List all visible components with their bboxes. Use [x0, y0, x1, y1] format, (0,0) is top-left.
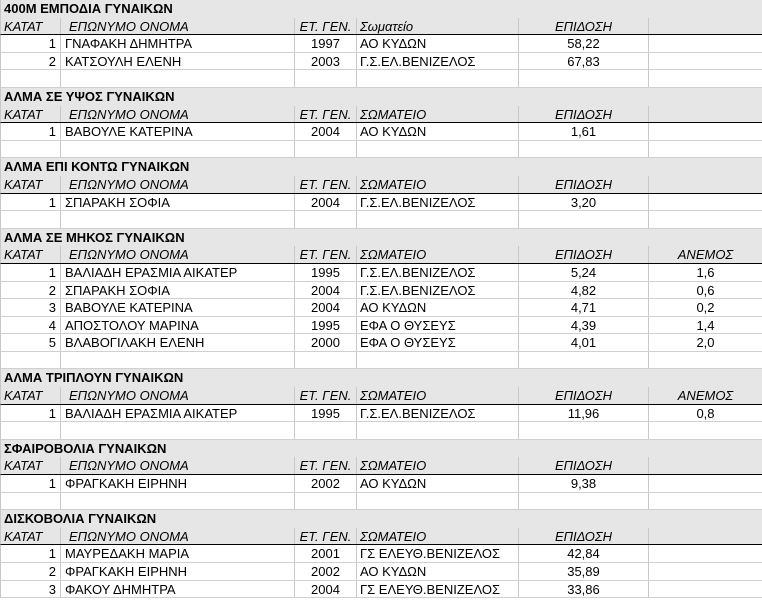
cell-birth-year[interactable]: 2000	[295, 334, 357, 351]
cell-club[interactable]: ΓΣ ΕΛΕΥΘ.ΒΕΝΙΖΕΛΟΣ	[357, 545, 519, 562]
column-header-rank[interactable]: ΚΑΤΑΤ	[1, 528, 61, 545]
cell-rank[interactable]: 3	[1, 299, 61, 316]
column-header-performance[interactable]: ΕΠΙΔΟΣΗ	[519, 106, 649, 123]
cell-club[interactable]: ΕΦΑ Ο ΘΥΣΕΥΣ	[357, 317, 519, 334]
cell-club[interactable]: ΓΣ ΕΛΕΥΘ.ΒΕΝΙΖΕΛΟΣ	[357, 581, 519, 598]
cell-performance[interactable]: 35,89	[519, 563, 649, 580]
empty-cell[interactable]	[519, 422, 649, 439]
empty-cell[interactable]	[357, 211, 519, 228]
cell-birth-year[interactable]: 1995	[295, 317, 357, 334]
cell-birth-year[interactable]: 2004	[295, 282, 357, 299]
column-header-birth-year[interactable]: ΕΤ. ΓΕΝ.	[295, 528, 357, 545]
cell-birth-year[interactable]: 2004	[295, 581, 357, 598]
empty-cell[interactable]	[357, 352, 519, 369]
column-header-name[interactable]: ΕΠΩΝΥΜΟ ΟΝΟΜΑ	[61, 457, 295, 474]
cell-performance[interactable]: 42,84	[519, 545, 649, 562]
column-header-performance[interactable]: ΕΠΙΔΟΣΗ	[519, 387, 649, 404]
cell-name[interactable]: ΦΡΑΓΚΑΚΗ ΕΙΡΗΝΗ	[61, 563, 295, 580]
column-header-rank[interactable]: ΚΑΤΑΤ	[1, 18, 61, 35]
empty-cell[interactable]	[295, 493, 357, 510]
column-header-wind[interactable]: ΑΝΕΜΟΣ	[649, 387, 762, 404]
column-header-wind[interactable]	[649, 106, 762, 123]
event-title-row	[0, 440, 762, 458]
table-row	[0, 317, 762, 335]
column-header-performance[interactable]: ΕΠΙΔΟΣΗ	[519, 457, 649, 474]
cell-name[interactable]: ΚΑΤΣΟΥΛΗ ΕΛΕΝΗ	[61, 53, 295, 70]
empty-row	[0, 422, 762, 440]
cell-rank[interactable]: 1	[1, 475, 61, 492]
cell-wind[interactable]	[649, 475, 762, 492]
cell-wind[interactable]: 0,8	[649, 405, 762, 422]
table-header-row	[0, 106, 762, 124]
empty-row	[0, 211, 762, 229]
empty-cell[interactable]	[649, 422, 762, 439]
column-header-name[interactable]: ΕΠΩΝΥΜΟ ΟΝΟΜΑ	[61, 18, 295, 35]
table-row	[0, 35, 762, 53]
cell-rank[interactable]: 1	[1, 405, 61, 422]
table-row	[0, 545, 762, 563]
event-section	[0, 440, 762, 510]
event-title-row	[0, 88, 762, 106]
empty-row	[0, 493, 762, 511]
empty-cell[interactable]	[649, 493, 762, 510]
cell-name[interactable]: ΜΑΥΡΕΔΑΚΗ ΜΑΡΙΑ	[61, 545, 295, 562]
cell-wind[interactable]	[649, 581, 762, 598]
cell-birth-year[interactable]: 2004	[295, 123, 357, 140]
table-row	[0, 264, 762, 282]
cell-birth-year[interactable]: 2001	[295, 545, 357, 562]
cell-rank[interactable]: 5	[1, 334, 61, 351]
cell-rank[interactable]: 2	[1, 563, 61, 580]
column-header-name[interactable]: ΕΠΩΝΥΜΟ ΟΝΟΜΑ	[61, 528, 295, 545]
table-header-row	[0, 246, 762, 264]
event-title[interactable]: 400Μ ΕΜΠΟΔΙΑ ΓΥΝΑΙΚΩΝ	[4, 1, 173, 16]
column-header-club[interactable]: ΣΩΜΑΤΕΙΟ	[357, 176, 519, 193]
empty-cell[interactable]	[295, 352, 357, 369]
empty-cell[interactable]	[61, 493, 295, 510]
cell-name[interactable]: ΒΑΛΙΑΔΗ ΕΡΑΣΜΙΑ ΑΙΚΑΤΕΡ	[61, 264, 295, 281]
cell-club[interactable]: ΑΟ ΚΥΔΩΝ	[357, 563, 519, 580]
empty-cell[interactable]	[519, 211, 649, 228]
cell-name[interactable]: ΒΛΑΒΟΓΙΛΑΚΗ ΕΛΕΝΗ	[61, 334, 295, 351]
cell-performance[interactable]: 11,96	[519, 405, 649, 422]
cell-performance[interactable]: 3,20	[519, 194, 649, 211]
column-header-club[interactable]: ΣΩΜΑΤΕΙΟ	[357, 246, 519, 263]
column-header-performance[interactable]: ΕΠΙΔΟΣΗ	[519, 528, 649, 545]
column-header-name[interactable]: ΕΠΩΝΥΜΟ ΟΝΟΜΑ	[61, 176, 295, 193]
cell-rank[interactable]: 3	[1, 581, 61, 598]
table-row	[0, 123, 762, 141]
cell-performance[interactable]: 33,86	[519, 581, 649, 598]
table-header-row	[0, 457, 762, 475]
empty-row	[0, 141, 762, 159]
empty-row	[0, 352, 762, 370]
empty-cell[interactable]	[357, 422, 519, 439]
cell-club[interactable]: ΑΟ ΚΥΔΩΝ	[357, 123, 519, 140]
cell-birth-year[interactable]: 1995	[295, 405, 357, 422]
cell-wind[interactable]	[649, 123, 762, 140]
empty-cell[interactable]	[1, 493, 61, 510]
table-row	[0, 581, 762, 599]
cell-club[interactable]: Γ.Σ.ΕΛ.ΒΕΝΙΖΕΛΟΣ	[357, 53, 519, 70]
column-header-rank[interactable]: ΚΑΤΑΤ	[1, 246, 61, 263]
cell-performance[interactable]: 4,01	[519, 334, 649, 351]
empty-cell[interactable]	[1, 70, 61, 87]
column-header-wind[interactable]	[649, 176, 762, 193]
cell-rank[interactable]: 1	[1, 123, 61, 140]
cell-name[interactable]: ΣΠΑΡΑΚΗ ΣΟΦΙΑ	[61, 194, 295, 211]
table-row	[0, 334, 762, 352]
table-header-row	[0, 387, 762, 405]
cell-birth-year[interactable]: 2002	[295, 563, 357, 580]
event-title-row	[0, 229, 762, 247]
column-header-wind[interactable]	[649, 18, 762, 35]
empty-cell[interactable]	[519, 493, 649, 510]
empty-cell[interactable]	[61, 422, 295, 439]
column-header-birth-year[interactable]: ΕΤ. ΓΕΝ.	[295, 246, 357, 263]
cell-wind[interactable]: 1,6	[649, 264, 762, 281]
cell-wind[interactable]	[649, 563, 762, 580]
cell-performance[interactable]: 4,82	[519, 282, 649, 299]
cell-rank[interactable]: 1	[1, 264, 61, 281]
cell-rank[interactable]: 4	[1, 317, 61, 334]
event-section	[0, 0, 762, 88]
cell-club[interactable]: ΑΟ ΚΥΔΩΝ	[357, 35, 519, 52]
event-title[interactable]: ΑΛΜΑ ΤΡΙΠΛΟΥΝ ΓΥΝΑΙΚΩΝ	[4, 370, 184, 386]
empty-cell[interactable]	[1, 141, 61, 158]
empty-cell[interactable]	[519, 141, 649, 158]
event-title-row	[0, 0, 762, 18]
cell-club[interactable]: Γ.Σ.ΕΛ.ΒΕΝΙΖΕΛΟΣ	[357, 282, 519, 299]
event-title[interactable]: ΣΦΑΙΡΟΒΟΛΙΑ ΓΥΝΑΙΚΩΝ	[4, 440, 167, 456]
cell-birth-year[interactable]: 1995	[295, 264, 357, 281]
column-header-performance[interactable]: ΕΠΙΔΟΣΗ	[519, 246, 649, 263]
empty-cell[interactable]	[649, 70, 762, 87]
cell-rank[interactable]: 1	[1, 194, 61, 211]
empty-row	[0, 70, 762, 88]
empty-cell[interactable]	[649, 211, 762, 228]
column-header-birth-year[interactable]: ΕΤ. ΓΕΝ.	[295, 18, 357, 35]
empty-cell[interactable]	[61, 141, 295, 158]
cell-club[interactable]: ΑΟ ΚΥΔΩΝ	[357, 475, 519, 492]
empty-cell[interactable]	[61, 211, 295, 228]
cell-wind[interactable]: 0,2	[649, 299, 762, 316]
cell-club[interactable]: Γ.Σ.ΕΛ.ΒΕΝΙΖΕΛΟΣ	[357, 405, 519, 422]
cell-name[interactable]: ΑΠΟΣΤΟΛΟΥ ΜΑΡΙΝΑ	[61, 317, 295, 334]
column-header-wind[interactable]	[649, 528, 762, 545]
table-row	[0, 194, 762, 212]
cell-wind[interactable]: 2,0	[649, 334, 762, 351]
cell-performance[interactable]: 58,22	[519, 35, 649, 52]
cell-wind[interactable]	[649, 35, 762, 52]
cell-name[interactable]: ΦΡΑΓΚΑΚΗ ΕΙΡΗΝΗ	[61, 475, 295, 492]
event-title-row	[0, 369, 762, 387]
empty-cell[interactable]	[295, 70, 357, 87]
table-header-row	[0, 528, 762, 546]
cell-performance[interactable]: 4,71	[519, 299, 649, 316]
cell-wind[interactable]	[649, 53, 762, 70]
event-section	[0, 369, 762, 439]
column-header-club[interactable]: ΣΩΜΑΤΕΙΟ	[357, 387, 519, 404]
empty-cell[interactable]	[295, 141, 357, 158]
empty-cell[interactable]	[357, 141, 519, 158]
cell-rank[interactable]: 1	[1, 35, 61, 52]
column-header-club[interactable]: ΣΩΜΑΤΕΙΟ	[357, 457, 519, 474]
event-section	[0, 229, 762, 370]
cell-name[interactable]: ΒΑΒΟΥΛΕ ΚΑΤΕΡΙΝΑ	[61, 123, 295, 140]
cell-club[interactable]: Γ.Σ.ΕΛ.ΒΕΝΙΖΕΛΟΣ	[357, 264, 519, 281]
empty-cell[interactable]	[649, 141, 762, 158]
column-header-performance[interactable]: ΕΠΙΔΟΣΗ	[519, 176, 649, 193]
empty-cell[interactable]	[61, 70, 295, 87]
event-section	[0, 158, 762, 228]
column-header-rank[interactable]: ΚΑΤΑΤ	[1, 457, 61, 474]
column-header-name[interactable]: ΕΠΩΝΥΜΟ ΟΝΟΜΑ	[61, 106, 295, 123]
column-header-rank[interactable]: ΚΑΤΑΤ	[1, 106, 61, 123]
event-title[interactable]: ΑΛΜΑ ΣΕ ΜΗΚΟΣ ΓΥΝΑΙΚΩΝ	[4, 229, 185, 245]
table-row	[0, 405, 762, 423]
column-header-performance[interactable]: ΕΠΙΔΟΣΗ	[519, 18, 649, 35]
empty-cell[interactable]	[1, 352, 61, 369]
cell-wind[interactable]	[649, 194, 762, 211]
table-row	[0, 563, 762, 581]
table-row	[0, 475, 762, 493]
cell-performance[interactable]: 5,24	[519, 264, 649, 281]
cell-name[interactable]: ΦΑΚΟΥ ΔΗΜΗΤΡΑ	[61, 581, 295, 598]
empty-cell[interactable]	[519, 352, 649, 369]
table-header-row	[0, 18, 762, 36]
column-header-rank[interactable]: ΚΑΤΑΤ	[1, 176, 61, 193]
cell-performance[interactable]: 67,83	[519, 53, 649, 70]
cell-name[interactable]: ΒΑΛΙΑΔΗ ΕΡΑΣΜΙΑ ΑΙΚΑΤΕΡ	[61, 405, 295, 422]
column-header-birth-year[interactable]: ΕΤ. ΓΕΝ.	[295, 387, 357, 404]
empty-cell[interactable]	[295, 422, 357, 439]
cell-club[interactable]: ΕΦΑ Ο ΘΥΣΕΥΣ	[357, 334, 519, 351]
cell-rank[interactable]: 2	[1, 282, 61, 299]
column-header-birth-year[interactable]: ΕΤ. ΓΕΝ.	[295, 106, 357, 123]
empty-cell[interactable]	[519, 70, 649, 87]
cell-performance[interactable]: 9,38	[519, 475, 649, 492]
cell-wind[interactable]: 1,4	[649, 317, 762, 334]
column-header-birth-year[interactable]: ΕΤ. ΓΕΝ.	[295, 176, 357, 193]
empty-cell[interactable]	[357, 70, 519, 87]
column-header-club[interactable]: Σωματείο	[357, 18, 519, 35]
table-row	[0, 53, 762, 71]
column-header-rank[interactable]: ΚΑΤΑΤ	[1, 387, 61, 404]
cell-birth-year[interactable]: 2004	[295, 194, 357, 211]
empty-cell[interactable]	[61, 352, 295, 369]
cell-performance[interactable]: 1,61	[519, 123, 649, 140]
event-title-row	[0, 158, 762, 176]
table-row	[0, 282, 762, 300]
cell-name[interactable]: ΓΝΑΦΑΚΗ ΔΗΜΗΤΡΑ	[61, 35, 295, 52]
column-header-club[interactable]: ΣΩΜΑΤΕΙΟ	[357, 106, 519, 123]
event-title-row	[0, 510, 762, 528]
cell-performance[interactable]: 4,39	[519, 317, 649, 334]
cell-birth-year[interactable]: 2003	[295, 53, 357, 70]
empty-cell[interactable]	[357, 493, 519, 510]
column-header-wind[interactable]	[649, 457, 762, 474]
column-header-birth-year[interactable]: ΕΤ. ΓΕΝ.	[295, 457, 357, 474]
empty-cell[interactable]	[295, 211, 357, 228]
column-header-name[interactable]: ΕΠΩΝΥΜΟ ΟΝΟΜΑ	[61, 387, 295, 404]
event-title[interactable]: ΑΛΜΑ ΣΕ ΥΨΟΣ ΓΥΝΑΙΚΩΝ	[4, 88, 175, 104]
event-section	[0, 88, 762, 158]
table-row	[0, 299, 762, 317]
column-header-club[interactable]: ΣΩΜΑΤΕΙΟ	[357, 528, 519, 545]
cell-rank[interactable]: 2	[1, 53, 61, 70]
cell-birth-year[interactable]: 2002	[295, 475, 357, 492]
cell-name[interactable]: ΒΑΒΟΥΛΕ ΚΑΤΕΡΙΝΑ	[61, 299, 295, 316]
event-title[interactable]: ΑΛΜΑ ΕΠΙ ΚΟΝΤΩ ΓΥΝΑΙΚΩΝ	[4, 159, 190, 175]
empty-cell[interactable]	[649, 352, 762, 369]
event-title[interactable]: ΔΙΣΚΟΒΟΛΙΑ ΓΥΝΑΙΚΩΝ	[4, 511, 157, 527]
cell-wind[interactable]: 0,6	[649, 282, 762, 299]
cell-club[interactable]: ΑΟ ΚΥΔΩΝ	[357, 299, 519, 316]
cell-name[interactable]: ΣΠΑΡΑΚΗ ΣΟΦΙΑ	[61, 282, 295, 299]
table-header-row	[0, 176, 762, 194]
cell-birth-year[interactable]: 1997	[295, 35, 357, 52]
cell-birth-year[interactable]: 2004	[295, 299, 357, 316]
empty-cell[interactable]	[1, 211, 61, 228]
column-header-wind[interactable]: ΑΝΕΜΟΣ	[649, 246, 762, 263]
column-header-name[interactable]: ΕΠΩΝΥΜΟ ΟΝΟΜΑ	[61, 246, 295, 263]
cell-rank[interactable]: 1	[1, 545, 61, 562]
cell-club[interactable]: Γ.Σ.ΕΛ.ΒΕΝΙΖΕΛΟΣ	[357, 194, 519, 211]
event-section	[0, 510, 762, 598]
empty-cell[interactable]	[1, 422, 61, 439]
cell-wind[interactable]	[649, 545, 762, 562]
